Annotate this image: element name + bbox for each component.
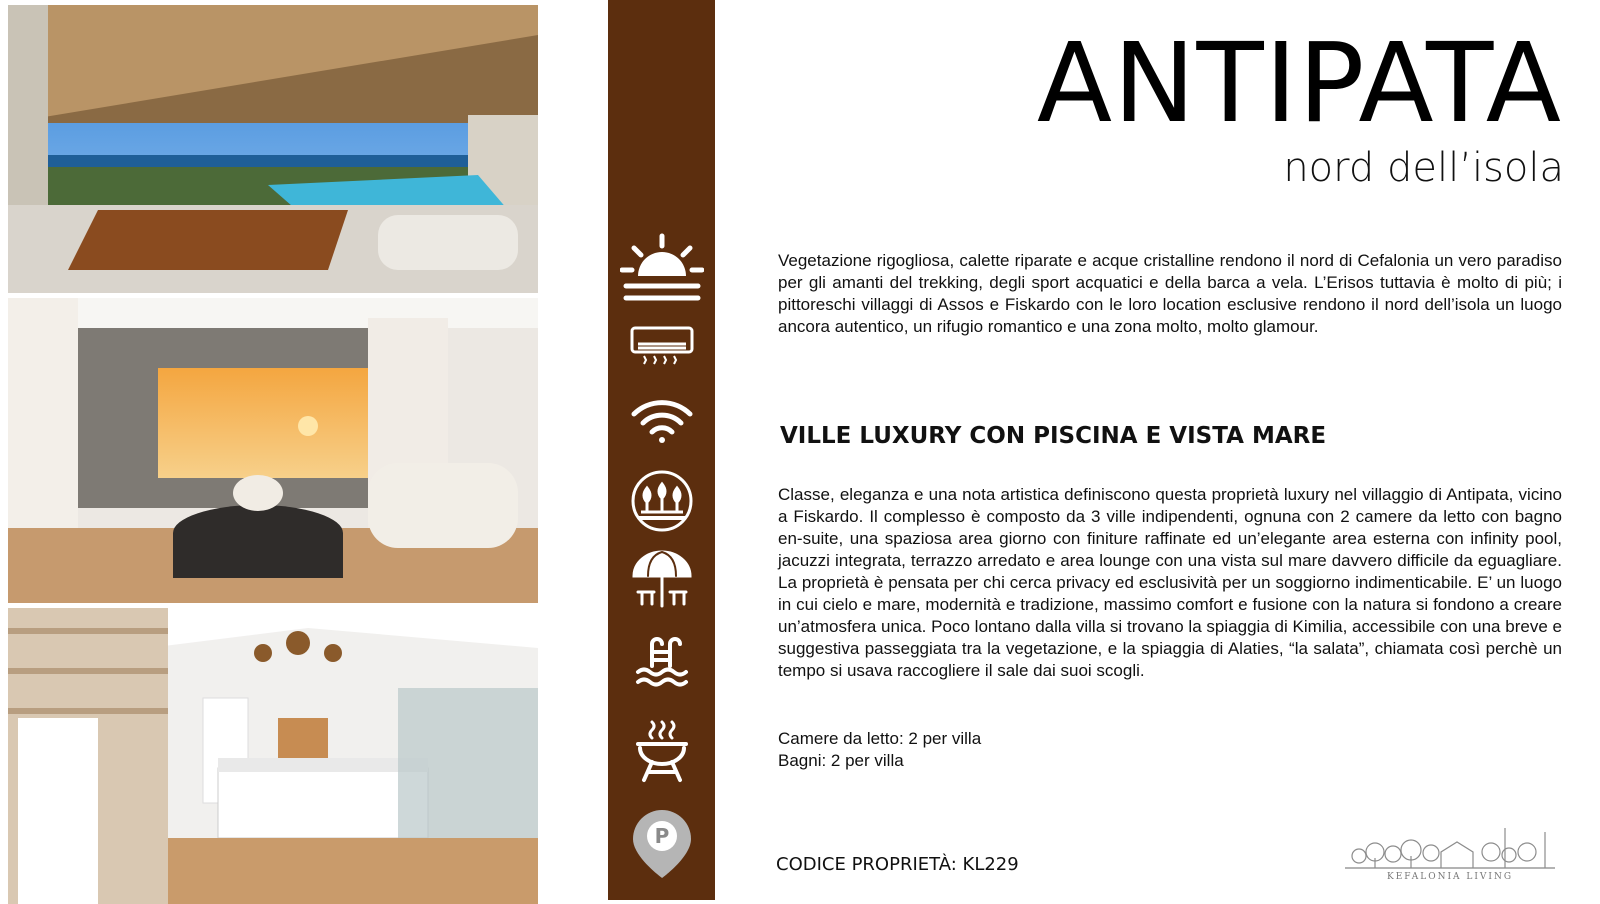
sun-icon (608, 232, 715, 304)
pool-icon (608, 636, 715, 688)
property-code: CODICE PROPRIETÀ: KL229 (776, 854, 1019, 875)
wifi-icon (608, 398, 715, 446)
photo-living-room (8, 298, 538, 603)
parking-icon (608, 808, 715, 880)
bathrooms-spec: Bagni: 2 per villa (778, 751, 904, 770)
description-paragraph: Classe, eleganza e una nota artistica definiscono questa proprietà luxury nel villaggio di Antipata, vicino a Fiskardo. Il complesso è composto da 3 ville indipendenti, ognuna con 2 camere da letto con bagno en-suite, una spaziosa area giorno con finiture raffinate ed un’elegante area esterna con infinity pool, jacuzzi integrata, terrazzo arredato e area lounge con una vista sul mare davvero difficile da eguagliare. La proprietà è pensata per chi cerca privacy ed esclusività per un soggiorno indimenticabile. E’ un luogo in cui cielo e mare, modernità e tradizione, massimo comfort e fusione con la natura si fondono a creare un’atmosfera unica. Poco lontano dalla villa si trovano la spiaggia di Kimilia, accessibile con una breve e suggestiva passeggiata tra la vegetazione, e la spiaggia di Alaties, “la salata”, chiamata così perchè un tempo si usava raccogliere il sale dai suoi scogli. (778, 485, 1562, 680)
intro-paragraph: Vegetazione rigogliosa, calette riparate e acque cristalline rendono il nord di Cefalonia un vero paradiso per gli amanti del trekking, degli sport acquatici e della barca a vela. L’Erisos tuttavia è molto di più; i pittoreschi villaggi di Assos e Fiskardo con le loro location esclusive rendono il nord dell’isola un luogo ancora autentico, un rifugio romantico e una zona molto, molto glamour. (778, 251, 1562, 336)
section-title: VILLE LUXURY CON PISCINA E VISTA MARE (780, 423, 1327, 449)
svg-text:P: P (654, 824, 669, 848)
barbecue-icon (608, 718, 715, 784)
air-conditioner-icon (608, 326, 715, 366)
garden-icon (608, 470, 715, 532)
photo-terrace-pool (8, 5, 538, 293)
beach-umbrella-icon (608, 550, 715, 610)
logo-text: KEFALONIA LIVING (1386, 872, 1514, 882)
amenities-band (608, 0, 715, 900)
bedrooms-spec: Camere da letto: 2 per villa (778, 729, 982, 748)
page-title: ANTIPATA (1036, 19, 1562, 147)
page-subtitle: nord dell’isola (1283, 145, 1564, 191)
photo-bedroom (8, 608, 538, 904)
